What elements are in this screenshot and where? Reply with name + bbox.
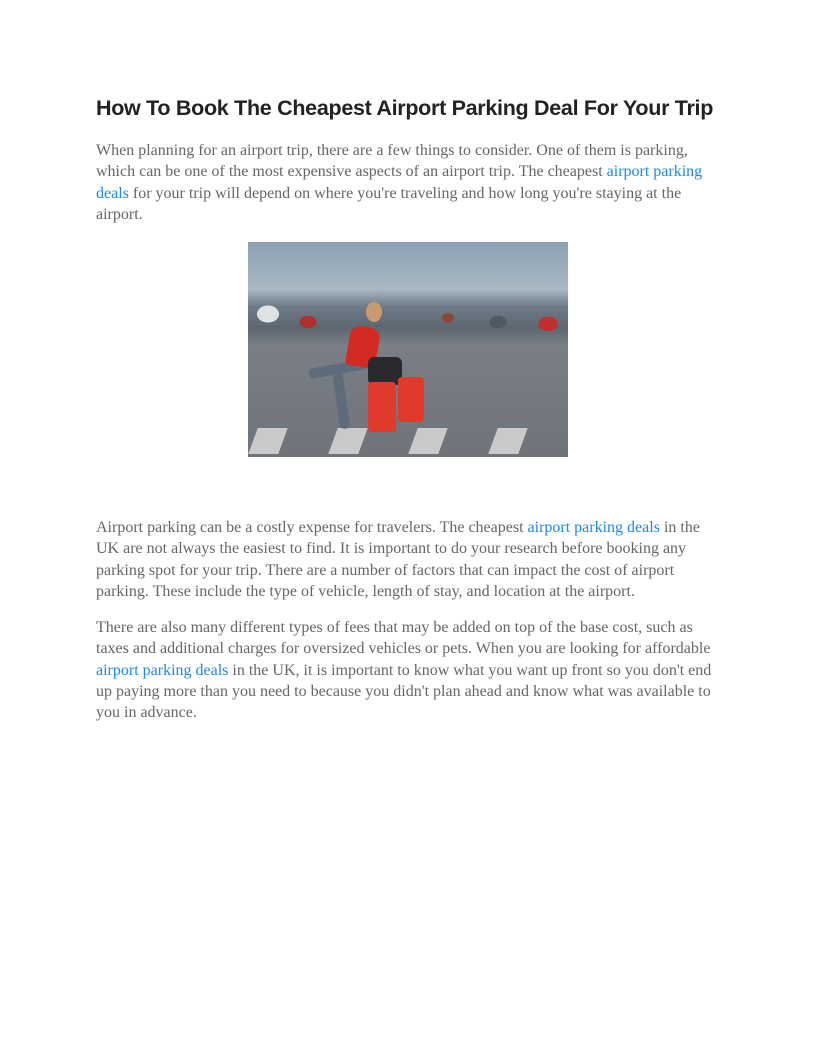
crosswalk-stripe: [328, 428, 367, 454]
traveler-head: [366, 302, 382, 322]
intro-paragraph: [96, 140, 716, 225]
paragraph-text: in the UK, it is important to know what you want up front so you don't end up paying more than you need to because you didn't plan ahead and know what was available to you in advance.: [96, 661, 712, 722]
airport-parking-deals-link[interactable]: airport parking deals: [527, 519, 660, 536]
parked-cars: [248, 294, 568, 334]
body-paragraph: [96, 517, 716, 602]
airport-parking-photo: [248, 242, 568, 457]
airport-parking-deals-link[interactable]: airport parking deals: [96, 163, 703, 202]
paragraph-text: When planning for an airport trip, there are a few things to consider. One of them is parking, which can be one of the most expensive aspects of an airport trip. The cheapest: [96, 142, 688, 181]
red-suitcase: [368, 382, 396, 432]
traveler-leg: [332, 367, 351, 430]
paragraph-text: Airport parking can be a costly expense for travelers. The cheapest: [96, 519, 528, 536]
page-title: How To Book The Cheapest Airport Parking Deal For Your Trip: [96, 96, 714, 120]
body-paragraph: [96, 617, 716, 723]
crosswalk-stripe: [248, 428, 287, 454]
crosswalk-stripe: [408, 428, 447, 454]
crosswalk-stripe: [488, 428, 527, 454]
paragraph-text: There are also many different types of fees that may be added on top of the base cost, such as taxes and additional charges for oversized vehicles or pets. When you are looking for affordable: [96, 619, 711, 658]
red-suitcase: [398, 377, 424, 422]
airport-parking-deals-link[interactable]: airport parking deals: [96, 661, 229, 679]
paragraph-text: for your trip will depend on where you're traveling and how long you're staying at the airport.: [96, 184, 682, 223]
black-bag: [368, 357, 402, 385]
paragraph-text: in the UK are not always the easiest to find. It is important to do your research before booking any parking spot for your trip. There are a number of factors that can impact the cost of airport parking. These include the type of vehicle, length of stay, and location at the airport.: [96, 519, 700, 600]
